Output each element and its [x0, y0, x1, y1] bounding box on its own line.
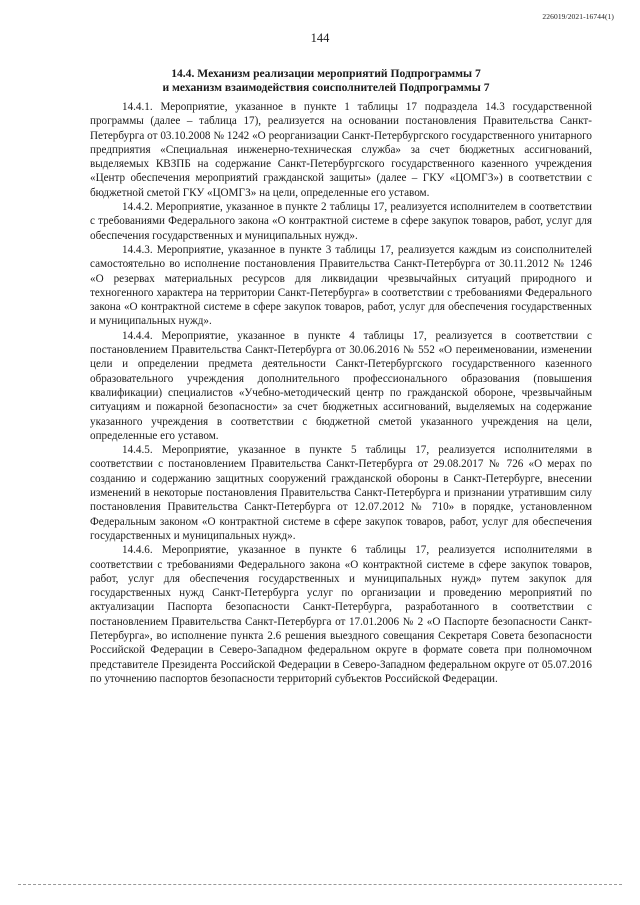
- bottom-divider: [18, 884, 622, 885]
- document-body: [90, 100, 592, 686]
- paragraph-14-4-4: 14.4.4. Мероприятие, указанное в пункте 4 таблицы 17, реализуется в соответствии с постановлением Правительства Санкт-Петербурга от 30.06.2016 № 552 «О переименовании, изменении цели и определении предмета деятельности Санкт-Петербургского государственного казенного образовательного учреждения дополнительного профессионального образования (повышения квалификации) специалистов «Учебно-методический центр по гражданской обороне, чрезвычайным ситуациям и пожарной безопасности» за счет бюджетных ассигнований, выделяемых на содержание указанного учреждения в соответствии с бюджетной сметой указанного учреждения на цели, определенные его уставом.: [90, 329, 592, 442]
- section-heading-line-1: 14.4. Механизм реализации мероприятий Подпрограммы 7: [171, 67, 481, 80]
- section-heading: [60, 67, 592, 94]
- paragraph-14-4-1: 14.4.1. Мероприятие, указанное в пункте 1 таблицы 17 подраздела 14.3 государственной программы (далее – таблица 17), реализуется на основании постановления Правительства Санкт-Петербурга от 03.10.2008 № 1242 «О реорганизации Санкт-Петербургского государственного унитарного предприятия «Специальная инженерно-техническая служба» за счет бюджетных ассигнований, выделяемых КВЗПБ на содержание Санкт-Петербургского государственного казенного учреждения «Центр обеспечения мероприятий гражданской защиты» (далее – ГКУ «ЦОМГЗ») в соответствии с бюджетной сметой ГКУ «ЦОМГЗ» на цели, определенные его уставом.: [90, 101, 592, 199]
- registration-number: 226019/2021-16744(1): [542, 12, 614, 21]
- paragraph-14-4-5: 14.4.5. Мероприятие, указанное в пункте 5 таблицы 17, реализуется исполнителями в соответствии с постановлением Правительства Санкт-Петербурга от 29.08.2017 № 726 «О мерах по созданию и содержанию защитных сооружений гражданской обороны в Санкт-Петербурге, внесении изменений в некоторые постановления Правительства Санкт-Петербурга и признании утратившим силу постановления Правительства Санкт-Петербурга от 12.07.2012 № 710» в порядке, установленном Федеральным законом «О контрактной системе в сфере закупок товаров, работ, услуг для обеспечения государственных и муниципальных нужд».: [90, 444, 592, 542]
- paragraph-14-4-2: 14.4.2. Мероприятие, указанное в пункте 2 таблицы 17, реализуется исполнителем в соответствии с требованиями Федерального закона «О контрактной системе в сфере закупок товаров, работ, услуг для обеспечения государственных и муниципальных нужд».: [90, 201, 592, 242]
- section-heading-line-2: и механизм взаимодействия соисполнителей Подпрограммы 7: [162, 80, 490, 94]
- page-number: 144: [310, 31, 330, 45]
- paragraph-14-4-3: 14.4.3. Мероприятие, указанное в пункте 3 таблицы 17, реализуется каждым из соисполнителей самостоятельно во исполнение постановления Правительства Санкт-Петербурга от 30.11.2012 № 1246 «О резервах материальных ресурсов для ликвидации чрезвычайных ситуаций природного и техногенного характера на территории Санкт-Петербурга» в соответствии с требованиями Федерального закона «О контрактной системе в сфере закупок товаров, работ, услуг для обеспечения государственных и муниципальных нужд».: [90, 243, 592, 328]
- paragraph-14-4-6: 14.4.6. Мероприятие, указанное в пункте 6 таблицы 17, реализуется исполнителями в соответствии с требованиями Федерального закона «О контрактной системе в сфере закупок товаров, работ, услуг для обеспечения государственных и муниципальных нужд» путем закупок для государственных нужд Санкт-Петербурга услуг по организации и проведению мероприятий по актуализации Паспорта безопасности Санкт-Петербурга, разработанного в соответствии с постановлением Правительства Санкт-Петербурга от 17.01.2006 № 2 «О Паспорте безопасности Санкт-Петербурга», во исполнение пункта 2.6 решения выездного совещания Секретаря Совета безопасности Российской Федерации в Северо-Западном федеральном округе в формате совета при полномочном представителе Президента Российской Федерации в Северо-Западном федеральном округе от 05.07.2016 по уточнению паспортов безопасности территорий субъектов Российской Федерации.: [90, 544, 592, 685]
